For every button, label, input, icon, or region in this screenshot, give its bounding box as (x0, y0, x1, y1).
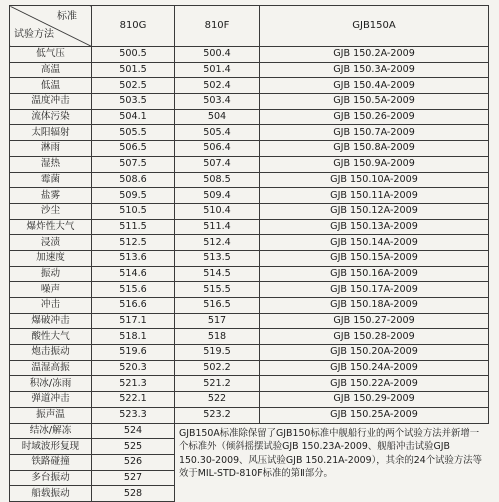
test-method-cell: 弹道冲击 (10, 392, 92, 408)
test-method-cell: 加速度 (10, 250, 92, 266)
gjb-cell: GJB 150.16A-2009 (260, 266, 489, 282)
810f-cell: 507.4 (175, 156, 260, 172)
test-method-cell: 冲击 (10, 298, 92, 314)
test-method-cell: 振声温 (10, 407, 92, 423)
810g-cell: 506.5 (92, 141, 175, 157)
table-row (10, 78, 489, 94)
gjb-cell: GJB 150.26-2009 (260, 109, 489, 125)
810g-cell: 500.5 (92, 47, 175, 63)
table-row (10, 250, 489, 266)
810g-cell: 521.3 (92, 376, 175, 392)
header-gjb150a: GJB150A (260, 6, 489, 47)
810g-cell: 522.1 (92, 392, 175, 408)
test-method-cell: 振动 (10, 266, 92, 282)
test-method-cell: 太阳辐射 (10, 125, 92, 141)
test-method-cell: 流体污染 (10, 109, 92, 125)
810g-cell: 509.5 (92, 188, 175, 204)
test-method-cell: 浸渍 (10, 235, 92, 251)
test-method-cell: 霉菌 (10, 172, 92, 188)
810g-cell: 510.5 (92, 203, 175, 219)
gjb-cell: GJB 150.3A-2009 (260, 62, 489, 78)
810f-cell: 502.4 (175, 78, 260, 94)
table-row (10, 62, 489, 78)
table-row (10, 109, 489, 125)
810g-cell: 512.5 (92, 235, 175, 251)
810f-cell: 501.4 (175, 62, 260, 78)
table-row (10, 329, 489, 345)
810f-cell: 504 (175, 109, 260, 125)
test-method-cell: 噪声 (10, 282, 92, 298)
test-method-cell: 爆炸性大气 (10, 219, 92, 235)
810f-cell: 514.5 (175, 266, 260, 282)
header-standard-label: 标准 (57, 11, 77, 22)
810f-cell: 516.5 (175, 298, 260, 314)
810f-cell: 521.2 (175, 376, 260, 392)
810f-cell: 511.4 (175, 219, 260, 235)
gjb-cell: GJB 150.24A-2009 (260, 360, 489, 376)
test-method-cell: 时域波形复现 (10, 439, 92, 455)
table-row (10, 156, 489, 172)
810g-cell: 525 (92, 439, 175, 455)
test-method-cell: 结冰/解冻 (10, 423, 92, 439)
test-method-cell: 沙尘 (10, 203, 92, 219)
header-810f: 810F (175, 6, 260, 47)
810g-cell: 501.5 (92, 62, 175, 78)
gjb-cell: GJB 150.25A-2009 (260, 407, 489, 423)
gjb-cell: GJB 150.15A-2009 (260, 250, 489, 266)
test-method-cell: 铁路碰撞 (10, 454, 92, 470)
810f-cell: 500.4 (175, 47, 260, 63)
gjb-cell: GJB 150.18A-2009 (260, 298, 489, 314)
table-row (10, 392, 489, 408)
table-row (10, 172, 489, 188)
test-method-cell: 低温 (10, 78, 92, 94)
gjb-cell: GJB 150.10A-2009 (260, 172, 489, 188)
810f-cell: 503.4 (175, 94, 260, 110)
gjb-cell: GJB 150.20A-2009 (260, 345, 489, 361)
810f-cell: 508.5 (175, 172, 260, 188)
810g-cell: 517.1 (92, 313, 175, 329)
810g-cell: 518.1 (92, 329, 175, 345)
810g-cell: 523.3 (92, 407, 175, 423)
diagonal-header-cell (10, 6, 92, 47)
810g-cell: 507.5 (92, 156, 175, 172)
810f-cell: 513.5 (175, 250, 260, 266)
table-row (10, 345, 489, 361)
810f-cell: 518 (175, 329, 260, 345)
footnote-text: GJB150A标准除保留了GJB150标准中舰船行业的两个试验方法并新增一个标准外（倾斜摇摆试验GJB 150.23A-2009、舰船冲击试验GJB 150.30-2009、风压试验GJB 150.21A-2009），其余的24个试验方法等效于MIL-STD-810F标准的第Ⅱ部分。 (175, 423, 489, 501)
table-row (10, 376, 489, 392)
table-row (10, 298, 489, 314)
test-method-cell: 湿热 (10, 156, 92, 172)
table-header-row (10, 6, 489, 47)
810f-cell: 519.5 (175, 345, 260, 361)
table-row (10, 47, 489, 63)
810f-cell: 523.2 (175, 407, 260, 423)
gjb-cell: GJB 150.9A-2009 (260, 156, 489, 172)
810f-cell: 512.4 (175, 235, 260, 251)
table-row (10, 141, 489, 157)
gjb-cell: GJB 150.28-2009 (260, 329, 489, 345)
test-method-cell: 低气压 (10, 47, 92, 63)
test-method-cell: 温湿高振 (10, 360, 92, 376)
810g-cell: 526 (92, 454, 175, 470)
test-method-cell: 高温 (10, 62, 92, 78)
test-method-cell: 爆破冲击 (10, 313, 92, 329)
810g-cell: 505.5 (92, 125, 175, 141)
gjb-cell: GJB 150.11A-2009 (260, 188, 489, 204)
810g-cell: 524 (92, 423, 175, 439)
810g-cell: 511.5 (92, 219, 175, 235)
810g-cell: 508.6 (92, 172, 175, 188)
810g-cell: 516.6 (92, 298, 175, 314)
810g-cell: 520.3 (92, 360, 175, 376)
gjb-cell: GJB 150.5A-2009 (260, 94, 489, 110)
gjb-cell: GJB 150.17A-2009 (260, 282, 489, 298)
test-method-cell: 船载振动 (10, 486, 92, 502)
table-row (10, 125, 489, 141)
810f-cell: 506.4 (175, 141, 260, 157)
gjb-cell: GJB 150.14A-2009 (260, 235, 489, 251)
table-row (10, 407, 489, 423)
standards-comparison-table (9, 5, 489, 502)
table-row (10, 219, 489, 235)
810g-cell: 513.6 (92, 250, 175, 266)
gjb-cell: GJB 150.12A-2009 (260, 203, 489, 219)
810g-cell: 528 (92, 486, 175, 502)
gjb-cell: GJB 150.7A-2009 (260, 125, 489, 141)
gjb-cell: GJB 150.13A-2009 (260, 219, 489, 235)
810f-cell: 515.5 (175, 282, 260, 298)
table-row (10, 313, 489, 329)
gjb-cell: GJB 150.29-2009 (260, 392, 489, 408)
810f-cell: 505.4 (175, 125, 260, 141)
table-row (10, 360, 489, 376)
gjb-cell: GJB 150.4A-2009 (260, 78, 489, 94)
810f-cell: 522 (175, 392, 260, 408)
test-method-cell: 淋雨 (10, 141, 92, 157)
810g-cell: 504.1 (92, 109, 175, 125)
test-method-cell: 酸性大气 (10, 329, 92, 345)
table-row (10, 423, 489, 439)
810g-cell: 519.6 (92, 345, 175, 361)
test-method-cell: 盐雾 (10, 188, 92, 204)
table-row (10, 282, 489, 298)
810f-cell: 510.4 (175, 203, 260, 219)
table-row (10, 235, 489, 251)
table-row (10, 188, 489, 204)
810f-cell: 502.2 (175, 360, 260, 376)
header-810g: 810G (92, 6, 175, 47)
810g-cell: 515.6 (92, 282, 175, 298)
table-row (10, 266, 489, 282)
test-method-cell: 积冰/冻雨 (10, 376, 92, 392)
810g-cell: 503.5 (92, 94, 175, 110)
810g-cell: 527 (92, 470, 175, 486)
gjb-cell: GJB 150.2A-2009 (260, 47, 489, 63)
810f-cell: 517 (175, 313, 260, 329)
gjb-cell: GJB 150.22A-2009 (260, 376, 489, 392)
test-method-cell: 温度冲击 (10, 94, 92, 110)
header-method-label: 试验方法 (14, 29, 54, 40)
gjb-cell: GJB 150.27-2009 (260, 313, 489, 329)
810f-cell: 509.4 (175, 188, 260, 204)
test-method-cell: 炮击振动 (10, 345, 92, 361)
table-row (10, 203, 489, 219)
gjb-cell: GJB 150.8A-2009 (260, 141, 489, 157)
test-method-cell: 多台振动 (10, 470, 92, 486)
810g-cell: 502.5 (92, 78, 175, 94)
810g-cell: 514.6 (92, 266, 175, 282)
table-row (10, 94, 489, 110)
